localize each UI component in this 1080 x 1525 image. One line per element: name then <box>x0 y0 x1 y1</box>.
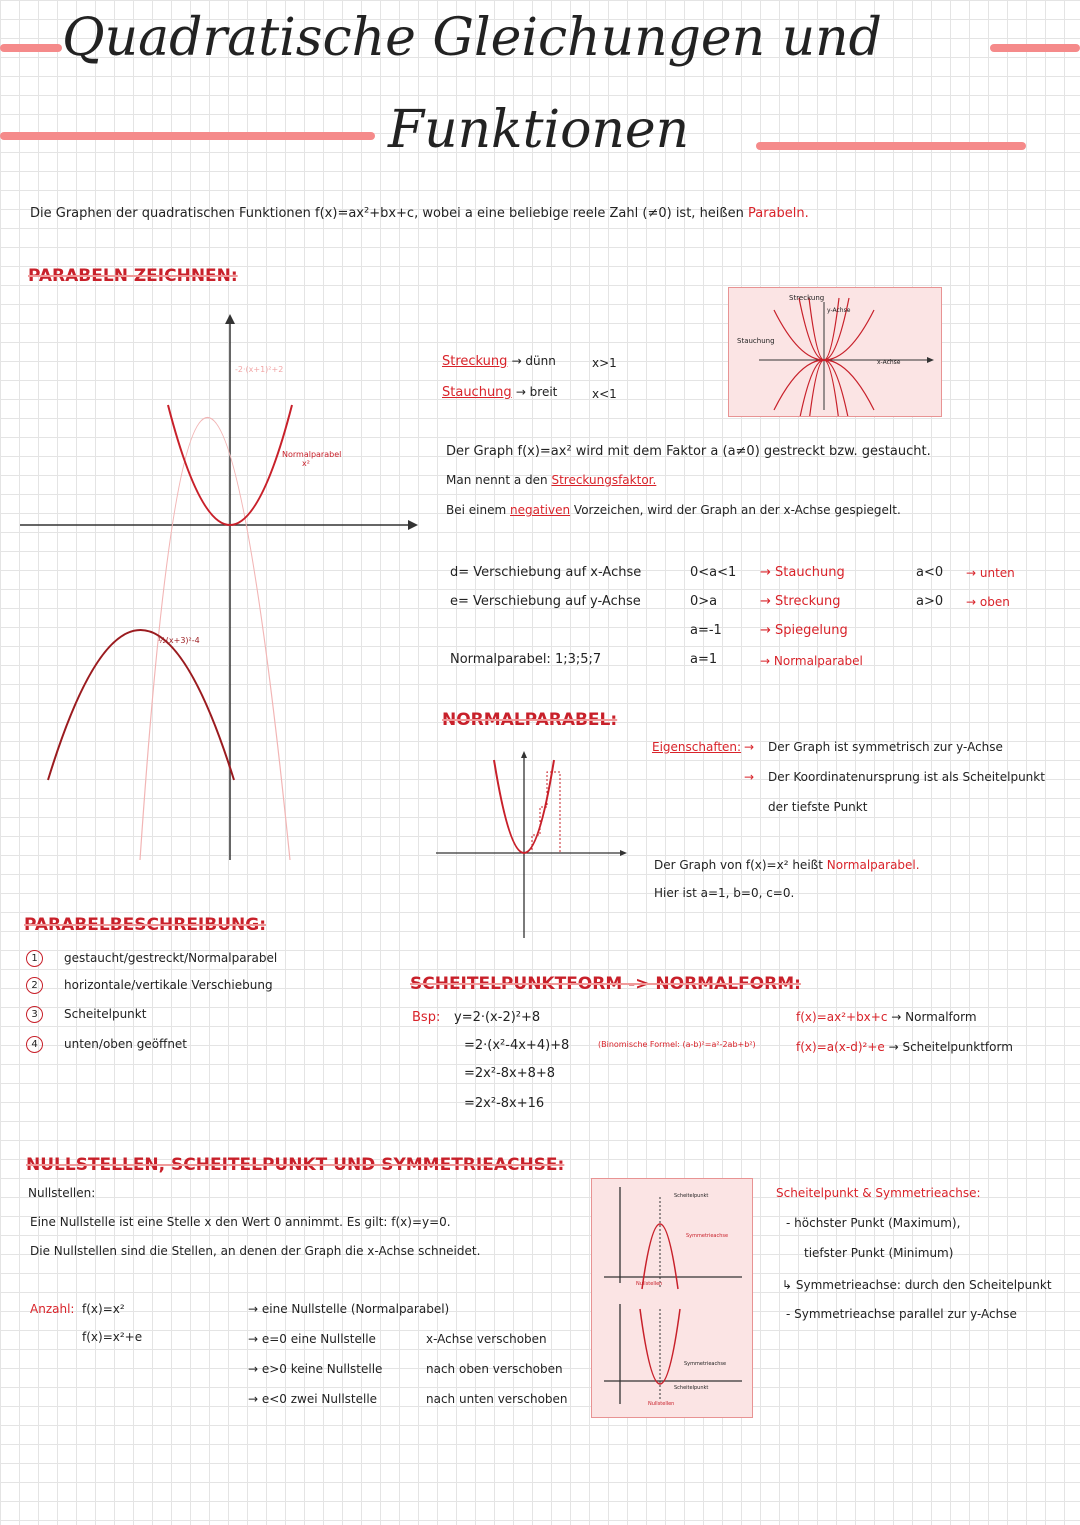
mini-graph-box <box>728 287 942 417</box>
bsp-label: Bsp: <box>412 1010 441 1025</box>
svg-text:Stauchung: Stauchung <box>737 337 775 345</box>
anzahl-label: Anzahl: <box>30 1302 75 1316</box>
item-number-1: 1 <box>26 950 43 967</box>
intro-highlight: Parabeln. <box>747 206 809 221</box>
mini-graph <box>729 288 941 416</box>
stauchung-term: Stauchung <box>442 385 512 400</box>
streckung-row <box>442 354 556 369</box>
svg-text:Symmetrieachse: Symmetrieachse <box>686 1233 729 1239</box>
negative-sign-text: Bei einem negativen Vorzeichen, wird der Graph an der x-Achse gespiegelt. <box>446 503 901 517</box>
normalform-row: f(x)=ax²+bx+c → Normalform <box>796 1010 977 1024</box>
stauchung-arrow: → breit <box>515 385 558 399</box>
label-dark: ½(x+3)²-4 <box>158 636 200 645</box>
item-number-4: 4 <box>26 1036 43 1053</box>
page-title-line2: Funktionen <box>388 100 690 160</box>
opening-cond-2: a>0 <box>916 594 944 609</box>
nullstellen-text2: Die Nullstellen sind die Stellen, an denen der Graph die x-Achse schneidet. <box>30 1244 481 1258</box>
prop2-arrow: → <box>744 770 755 784</box>
cond-2: 0>a <box>690 594 718 609</box>
binom-note: (Binomische Formel: (a-b)²=a²-2ab+b²) <box>598 1040 756 1049</box>
anzahl-row-2b: x-Achse verschoben <box>426 1332 547 1346</box>
section-heading-parabeln-zeichnen: PARABELN ZEICHNEN: <box>28 266 238 286</box>
normalparabel-graph <box>432 750 632 940</box>
cond-4: a=1 <box>690 652 718 667</box>
svg-text:Scheitelpunkt: Scheitelpunkt <box>674 1193 709 1199</box>
title-deco-right2 <box>756 142 1026 150</box>
scheitel-item-3: ↳ Symmetrieachse: durch den Scheitelpunkt <box>782 1278 1052 1292</box>
anzahl-row-3b: nach oben verschoben <box>426 1362 563 1376</box>
scheitel-item-1: - höchster Punkt (Maximum), <box>786 1216 961 1230</box>
anzahl-f2: f(x)=x²+e <box>82 1330 143 1344</box>
label-normal: Normalparabel <box>282 450 342 459</box>
eigenschaften-label: Eigenschaften: <box>652 740 742 754</box>
scheitel-item-4: - Symmetrieachse parallel zur y-Achse <box>786 1307 1017 1321</box>
section-heading-normalparabel: NORMALPARABEL: <box>442 710 618 730</box>
scheitel-item-2: tiefster Punkt (Minimum) <box>804 1246 954 1260</box>
anzahl-row-3: → e>0 keine Nullstelle <box>248 1362 383 1376</box>
y-axis-arrow-icon <box>225 314 235 324</box>
example-line1: y=2·(x-2)²+8 <box>454 1010 541 1025</box>
beschreibung-item-1: gestaucht/gestreckt/Normalparabel <box>64 951 278 965</box>
stauchung-row <box>442 385 557 400</box>
beschreibung-item-2: horizontale/vertikale Verschiebung <box>64 978 273 992</box>
svg-text:y-Achse: y-Achse <box>827 307 851 314</box>
opening-result-2: → oben <box>966 595 1010 609</box>
e-definition: e= Verschiebung auf y-Achse <box>450 594 641 609</box>
parabola-graph <box>20 300 420 870</box>
svg-text:Nullstellen: Nullstellen <box>648 1401 675 1407</box>
normalparabel-def1: Der Graph von f(x)=x² heißt Normalparabel. <box>654 858 920 872</box>
scheitelform-row: f(x)=a(x-d)²+e → Scheitelpunktform <box>796 1040 1013 1054</box>
section-heading-parabelbeschreibung: PARABELBESCHREIBUNG: <box>24 915 266 935</box>
anzahl-row-1: → eine Nullstelle (Normalparabel) <box>248 1302 450 1316</box>
prop1-arrow: → <box>744 740 755 754</box>
normalparabel-def2: Hier ist a=1, b=0, c=0. <box>654 886 795 900</box>
label-normal-x2: x² <box>302 459 310 468</box>
title-deco-left <box>0 44 62 52</box>
cond-1: 0<a<1 <box>690 565 737 580</box>
svg-text:Streckung: Streckung <box>789 294 825 302</box>
x-axis-arrow-icon <box>408 520 418 530</box>
page-title-line1: Quadratische Gleichungen und <box>62 8 882 68</box>
scheitel-mini-box <box>591 1178 753 1418</box>
intro-text <box>30 206 809 221</box>
item-number-3: 3 <box>26 1006 43 1023</box>
title-deco-right <box>990 44 1080 52</box>
anzahl-f1: f(x)=x² <box>82 1302 125 1316</box>
scheitel-heading: Scheitelpunkt & Symmetrieachse: <box>776 1186 981 1200</box>
svg-text:x-Achse: x-Achse <box>877 359 901 366</box>
nullstellen-text1: Eine Nullstelle ist eine Stelle x den Wert 0 annimmt. Es gilt: f(x)=y=0. <box>30 1215 451 1229</box>
example-line4: =2x²-8x+16 <box>464 1096 545 1111</box>
streckung-term: Streckung <box>442 354 508 369</box>
label-light: -2·(x+1)²+2 <box>235 365 284 374</box>
normalparabel-values: Normalparabel: 1;3;5;7 <box>450 652 602 667</box>
section-heading-scheitelpunktform: SCHEITELPUNKTFORM -> NORMALFORM: <box>410 974 801 994</box>
prop2-text-b: der tiefste Punkt <box>768 800 868 814</box>
streckung-cond: x>1 <box>592 356 617 370</box>
title-deco-left2 <box>0 132 375 140</box>
prop2-text: Der Koordinatenursprung ist als Scheitelpunkt <box>768 770 1045 784</box>
cond-2-result: → Streckung <box>760 594 841 609</box>
example-line3: =2x²-8x+8+8 <box>464 1066 556 1081</box>
anzahl-row-2: → e=0 eine Nullstelle <box>248 1332 376 1346</box>
opening-cond-1: a<0 <box>916 565 944 580</box>
cond-4-result: → Normalparabel <box>760 654 863 668</box>
stauchung-cond: x<1 <box>592 387 617 401</box>
streckung-arrow: → dünn <box>511 354 556 368</box>
example-line2: =2·(x²-4x+4)+8 <box>464 1038 570 1053</box>
parabola-dark <box>48 630 234 780</box>
streckungsfaktor-text: Man nennt a den Streckungsfaktor. <box>446 473 657 487</box>
d-definition: d= Verschiebung auf x-Achse <box>450 565 642 580</box>
a-factor-text: Der Graph f(x)=ax² wird mit dem Faktor a (a≠0) gestreckt bzw. gestaucht. <box>446 444 931 459</box>
intro-body: Die Graphen der quadratischen Funktionen f(x)=ax²+bx+c, wobei a eine beliebige reele Zahl (≠0) ist, heißen <box>30 206 744 221</box>
beschreibung-item-3: Scheitelpunkt <box>64 1007 147 1021</box>
nullstellen-subheading: Nullstellen: <box>28 1186 96 1200</box>
item-number-2: 2 <box>26 977 43 994</box>
anzahl-row-4b: nach unten verschoben <box>426 1392 568 1406</box>
scheitel-mini-graph <box>592 1179 752 1417</box>
cond-1-result: → Stauchung <box>760 565 845 580</box>
section-heading-nullstellen: NULLSTELLEN, SCHEITELPUNKT UND SYMMETRIEACHSE: <box>26 1155 565 1175</box>
prop1-text: Der Graph ist symmetrisch zur y-Achse <box>768 740 1003 754</box>
cond-3: a=-1 <box>690 623 722 638</box>
svg-text:Scheitelpunkt: Scheitelpunkt <box>674 1385 709 1391</box>
cond-3-result: → Spiegelung <box>760 623 848 638</box>
opening-result-1: → unten <box>966 566 1015 580</box>
svg-text:Nullstellen: Nullstellen <box>636 1281 663 1287</box>
svg-text:Symmetrieachse: Symmetrieachse <box>684 1361 727 1367</box>
anzahl-row-4: → e<0 zwei Nullstelle <box>248 1392 378 1406</box>
beschreibung-item-4: unten/oben geöffnet <box>64 1037 188 1051</box>
